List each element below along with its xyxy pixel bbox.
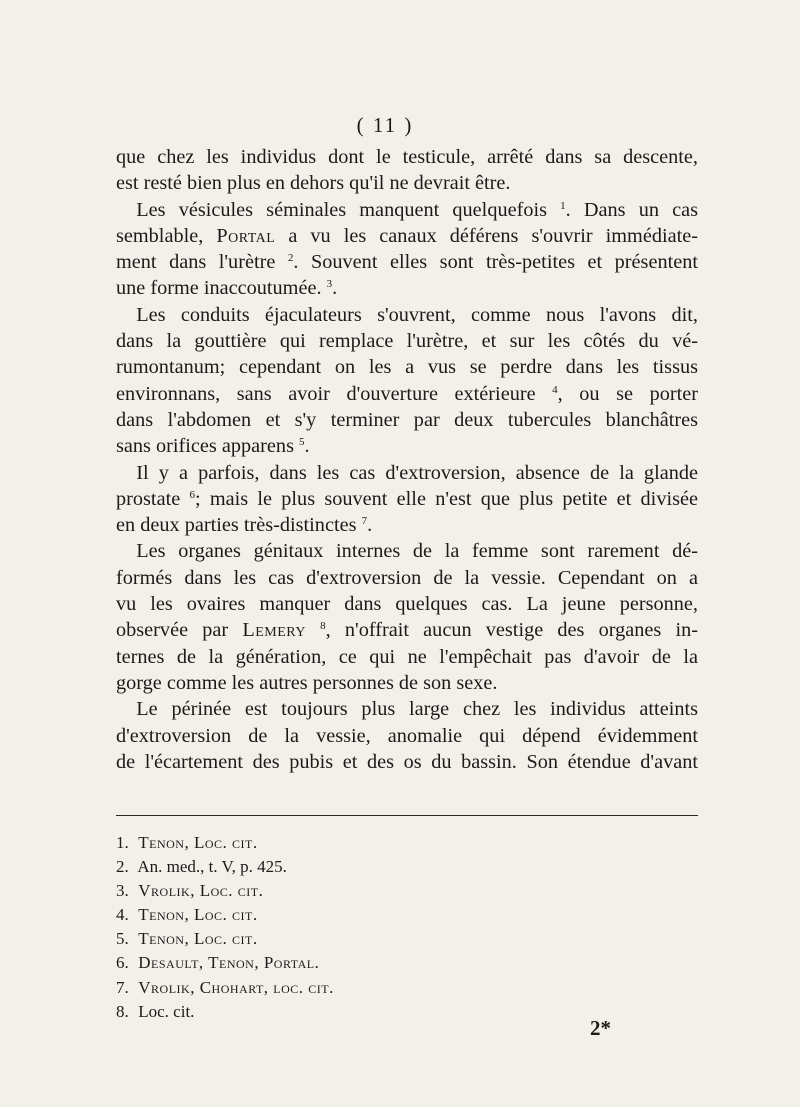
footnote-ref: 5: [299, 436, 305, 449]
text-line: dans la gouttière qui remplace l'urètre, et sur les côtés du vé-: [116, 330, 698, 353]
footnote: 1. Tenon, Loc. cit.: [116, 833, 258, 852]
author-name: Lemery: [242, 619, 306, 642]
footnote: 8. Loc. cit.: [116, 1001, 195, 1021]
text-line: sans orifices apparens $^5$.: [116, 435, 310, 458]
footnote: 4. Tenon, Loc. cit.: [116, 905, 258, 925]
text-line: que chez les individus dont le testicule, arrêté dans sa descente,: [116, 146, 698, 168]
text-line: observée par Lemery $^8$, n'offrait aucun vestige des organes in-: [116, 619, 699, 642]
text-line: Les conduits éjaculateurs s'ouvrent, comme nous l'avons dit,: [136, 303, 698, 326]
text-line: d'extroversion de la vessie, anomalie qui dépend évidemment: [116, 724, 698, 747]
text-line: ternes de la génération, ce qui ne l'empêchait pas d'avoir de la: [116, 645, 698, 668]
text-line: prostate $^6$; mais le plus souvent elle n'est que plus petite et divisée: [116, 487, 698, 510]
text-line: semblable, Portal a vu les canaux déférens s'ouvrir immédiate-: [116, 224, 698, 247]
page-number: ( 11 ): [356, 113, 414, 137]
footnote-ref: 6: [189, 488, 195, 501]
text-line: une forme inaccoutumée. $^3$.: [116, 277, 338, 300]
footnote-divider: [116, 815, 698, 816]
footnote-ref: 2: [287, 252, 294, 265]
text-line: ment dans l'urètre $^2$. Souvent elles sont très-petites et présentent: [116, 251, 699, 274]
footnote-ref: 4: [552, 383, 558, 396]
text-line: Le périnée est toujours plus large chez les individus atteints: [136, 698, 698, 721]
footnote: 3. Vrolik, Loc. cit.: [116, 881, 264, 901]
text-line: gorge comme les autres personnes de son sexe.: [116, 671, 498, 694]
footnote-ref: 7: [361, 515, 368, 528]
text-line: rumontanum; cependant on les a vus se perdre dans les tissus: [116, 356, 698, 379]
text-line: en deux parties très-distinctes $^7$.: [116, 514, 373, 537]
text-line: dans l'abdomen et s'y terminer par deux tubercules blanchâtres: [116, 408, 698, 431]
body-text: [116, 144, 698, 775]
footnote: 2. An. med., t. V, p. 425.: [116, 857, 287, 877]
text-line: Les organes génitaux internes de la femme sont rarement dé-: [136, 540, 698, 563]
text-line: vu les ovaires manquer dans quelques cas. La jeune personne,: [116, 593, 698, 616]
footnote-ref: 3: [326, 278, 333, 291]
text-line: est resté bien plus en dehors qu'il ne devrait être.: [116, 172, 511, 195]
signature-mark: 2*: [590, 1016, 611, 1040]
text-line: Il y a parfois, dans les cas d'extroversion, absence de la glande: [136, 461, 698, 484]
author-name: Portal: [216, 224, 276, 247]
footnotes: [116, 831, 516, 1024]
text-line: formés dans les cas d'extroversion de la vessie. Cependant on a: [116, 566, 698, 589]
text-line: Les vésicules séminales manquent quelquefois $^1$. Dans un cas: [136, 198, 699, 221]
footnote-ref: 8: [320, 620, 326, 633]
footnote: 6. Desault, Tenon, Portal.: [116, 953, 320, 973]
footnote: 7. Vrolik, Chohart, loc. cit.: [116, 977, 334, 997]
footnote-ref: 1: [560, 199, 566, 212]
text-line: environnans, sans avoir d'ouverture extérieure $^4$, ou se porter: [116, 382, 698, 405]
footnote: 5. Tenon, Loc. cit.: [116, 929, 258, 949]
text-line: de l'écartement des pubis et des os du bassin. Son étendue d'avant: [116, 750, 698, 773]
